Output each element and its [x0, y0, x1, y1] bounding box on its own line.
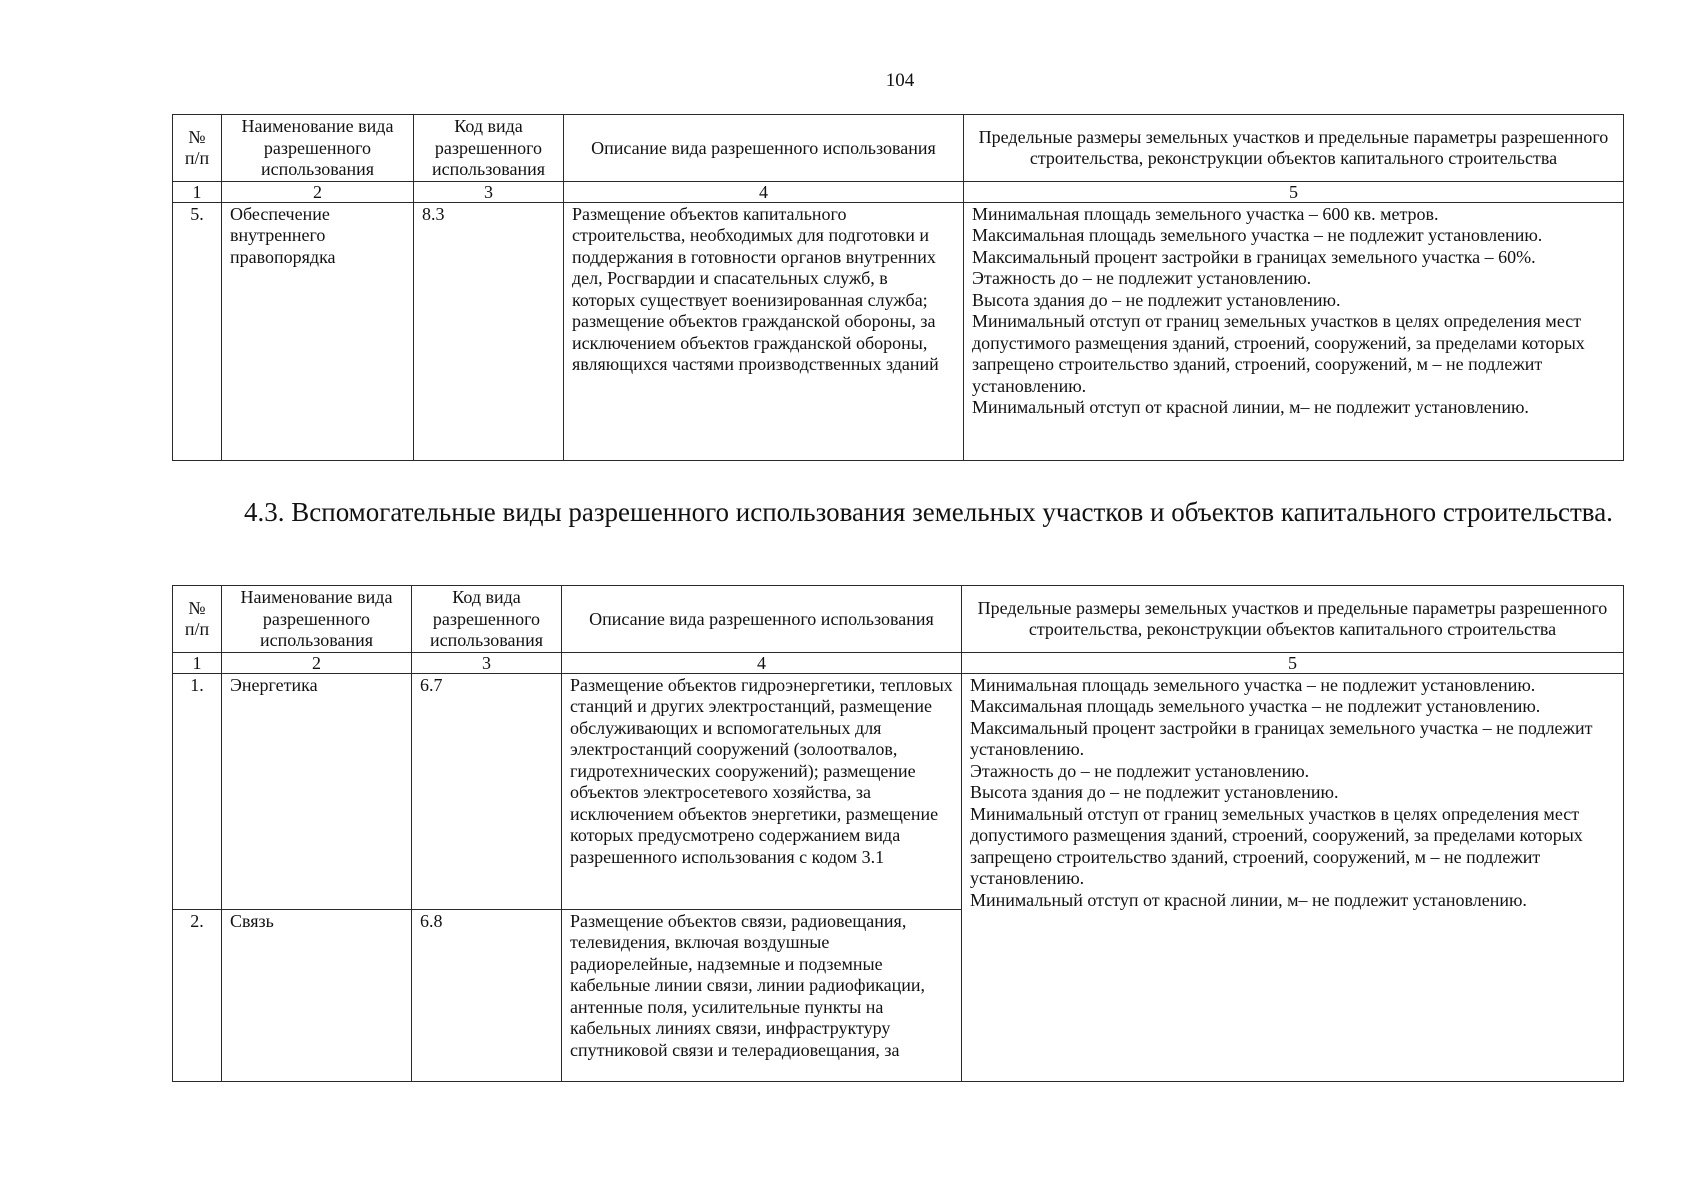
param-line: Минимальная площадь земельного участка – не подлежит установлению. [970, 674, 1536, 695]
param-line: Высота здания до – не подлежит установлению. [970, 782, 1339, 802]
table-header-row [173, 115, 1624, 182]
table-header-row [173, 586, 1624, 653]
column-number: 4 [562, 652, 962, 673]
column-number: 2 [222, 652, 412, 673]
header-description: Описание вида разрешенного использования [564, 115, 964, 182]
column-number: 2 [222, 181, 414, 202]
row-num: 1. [173, 673, 222, 909]
header-code: Код вида разрешенного использования [412, 586, 562, 653]
param-line: Максимальный процент застройки в границах земельного участка – 60%. [972, 246, 1536, 267]
column-number: 1 [173, 652, 222, 673]
column-number: 4 [564, 181, 964, 202]
row-name: Обеспечение внутреннего правопорядка [222, 202, 414, 460]
column-number: 1 [173, 181, 222, 202]
header-name: Наименование вида разрешенного использования [222, 586, 412, 653]
param-line: Минимальный отступ от границ земельных участков в целях определения мест допустимого размещения зданий, строений, сооружений, за пределами которых запрещено строительство зданий, строений, сооружений, м – не подлежит установлению. [970, 803, 1583, 888]
row-params [964, 202, 1624, 460]
header-num: № п/п [173, 586, 222, 653]
row-code: 6.7 [412, 673, 562, 909]
page-number: 104 [885, 70, 915, 91]
param-line: Этажность до – не подлежит установлению. [972, 268, 1312, 288]
row-description: Размещение объектов гидроэнергетики, тепловых станций и других электростанций, размещение обслуживающих и вспомогательных для электростанций сооружений (золоотвалов, гидротехнических сооружений); размещение объектов электросетевого хозяйства, за исключением объектов энергетики, размещение которых предусмотрено содержанием вида разрешенного использования с кодом 3.1 [562, 673, 962, 909]
param-line: Минимальный отступ от красной линии, м– не подлежит установлению. [970, 889, 1527, 910]
column-number-row [173, 652, 1624, 673]
param-line: Этажность до – не подлежит установлению. [970, 760, 1310, 781]
header-description: Описание вида разрешенного использования [562, 586, 962, 653]
permitted-use-table-main [172, 114, 1624, 461]
table-row [173, 673, 1624, 909]
column-number: 5 [962, 652, 1624, 673]
column-number-row [173, 181, 1624, 202]
header-num: № п/п [173, 115, 222, 182]
row-num: 5. [173, 202, 222, 460]
row-description: Размещение объектов капитального строительства, необходимых для подготовки и поддержания в готовности органов внутренних дел, Росгвардии и спасательных служб, в которых существует военизированная служба; размещение объектов гражданской обороны, за исключением объектов гражданской обороны, являющихся частями производственных зданий [564, 202, 964, 460]
param-line: Минимальный отступ от границ земельных участков в целях определения мест допустимого размещения зданий, строений, сооружений, за пределами которых запрещено строительство зданий, строений, сооружений, м – не подлежит установлению. [972, 311, 1585, 396]
param-line: Высота здания до – не подлежит установлению. [972, 289, 1341, 310]
row-name: Энергетика [222, 673, 412, 909]
header-params: Предельные размеры земельных участков и предельные параметры разрешенного строительства, реконструкции объектов капитального строительства [962, 586, 1624, 653]
param-line: Максимальный процент застройки в границах земельного участка – не подлежит установлению. [970, 717, 1593, 759]
permitted-use-table-auxiliary [172, 585, 1624, 1082]
row-code: 6.8 [412, 909, 562, 1081]
section-heading: 4.3. Вспомогательные виды разрешенного использования земельных участков и объектов капитального строительства. [244, 497, 1613, 527]
param-line: Максимальная площадь земельного участка – не подлежит установлению. [972, 225, 1543, 245]
column-number: 5 [964, 181, 1624, 202]
param-line: Максимальная площадь земельного участка – не подлежит установлению. [970, 696, 1541, 716]
row-code: 8.3 [414, 202, 564, 460]
param-line: Минимальная площадь земельного участка – 600 кв. метров. [972, 203, 1439, 224]
row-params [962, 673, 1624, 1081]
column-number: 3 [414, 181, 564, 202]
table-row [173, 202, 1624, 460]
column-number: 3 [412, 652, 562, 673]
header-code: Код вида разрешенного использования [414, 115, 564, 182]
row-num: 2. [173, 909, 222, 1081]
header-name: Наименование вида разрешенного использования [222, 115, 414, 182]
param-line: Минимальный отступ от красной линии, м– не подлежит установлению. [972, 397, 1529, 417]
row-description: Размещение объектов связи, радиовещания, телевидения, включая воздушные радиорелейные, надземные и подземные кабельные линии связи, линии радиофикации, антенные поля, усилительные пункты на кабельных линиях связи, инфраструктуру спутниковой связи и телерадиовещания, за [562, 909, 962, 1081]
row-name: Связь [222, 909, 412, 1081]
header-params: Предельные размеры земельных участков и предельные параметры разрешенного строительства, реконструкции объектов капитального строительства [964, 115, 1624, 182]
